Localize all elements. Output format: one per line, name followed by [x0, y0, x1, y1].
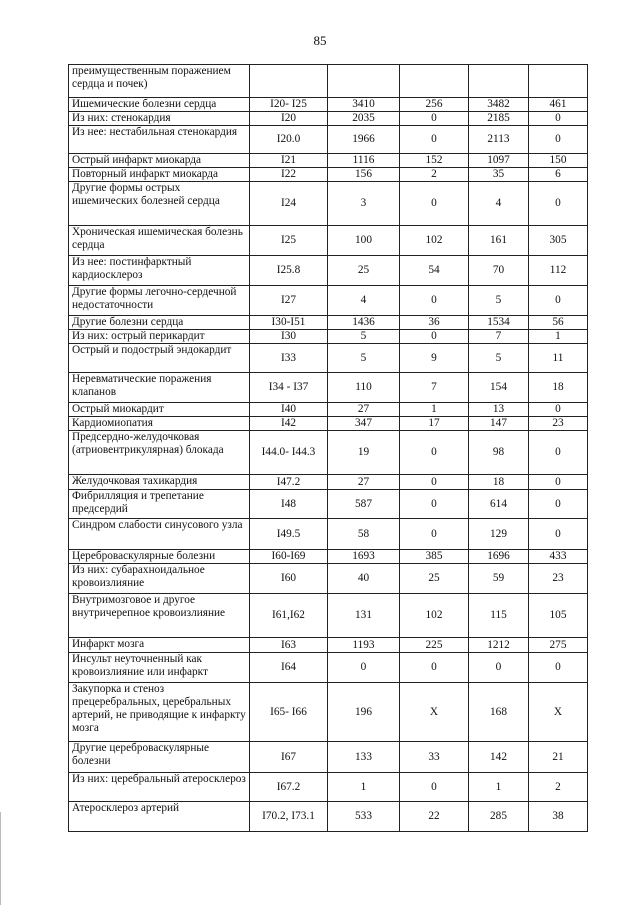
disease-name-cell: Хроническая ишемическая болезнь сердца	[69, 226, 250, 256]
disease-name-cell: Кардиомиопатия	[69, 417, 250, 431]
value-col1-cell: 2035	[328, 112, 400, 126]
value-col2-cell: 0	[400, 773, 469, 802]
disease-name-cell: Желудочковая тахикардия	[69, 475, 250, 490]
disease-name-cell: Другие болезни сердца	[69, 316, 250, 330]
table-row	[69, 550, 588, 564]
value-col1-cell: 19	[328, 431, 400, 475]
table-row	[69, 316, 588, 330]
value-col4-cell: 11	[529, 344, 588, 373]
value-col2-cell: 1	[400, 403, 469, 417]
value-col1-cell: 3	[328, 182, 400, 226]
value-col1-cell: 27	[328, 403, 400, 417]
table-row	[69, 126, 588, 154]
value-col3-cell: 2185	[469, 112, 529, 126]
value-col3-cell: 2113	[469, 126, 529, 154]
table-row	[69, 226, 588, 256]
disease-name-cell: Другие цереброваскулярные болезни	[69, 742, 250, 773]
statistics-table	[68, 64, 588, 832]
icd-code-cell: I27	[250, 286, 328, 316]
value-col3-cell: 1097	[469, 154, 529, 168]
value-col1-cell: 110	[328, 373, 400, 403]
value-col1-cell: 5	[328, 330, 400, 344]
value-col3-cell: 142	[469, 742, 529, 773]
table-row	[69, 286, 588, 316]
icd-code-cell: I20- I25	[250, 98, 328, 112]
value-col4-cell: 0	[529, 490, 588, 519]
icd-code-cell: I64	[250, 653, 328, 683]
value-col3-cell: 5	[469, 286, 529, 316]
value-col4-cell: 461	[529, 98, 588, 112]
value-col3-cell: 115	[469, 594, 529, 638]
value-col2-cell: 0	[400, 182, 469, 226]
value-col3-cell: 35	[469, 168, 529, 182]
icd-code-cell: I60-I69	[250, 550, 328, 564]
value-col1-cell: 27	[328, 475, 400, 490]
value-col4-cell: 433	[529, 550, 588, 564]
value-col4-cell: 0	[529, 475, 588, 490]
value-col3-cell: 13	[469, 403, 529, 417]
value-col4-cell: 23	[529, 417, 588, 431]
value-col4-cell: 0	[529, 182, 588, 226]
value-col1-cell: 40	[328, 564, 400, 594]
value-col1-cell: 156	[328, 168, 400, 182]
table-row	[69, 417, 588, 431]
value-col2-cell: 0	[400, 112, 469, 126]
disease-name-cell: Атеросклероз артерий	[69, 802, 250, 832]
value-col2-cell: 0	[400, 431, 469, 475]
value-col4-cell: 1	[529, 330, 588, 344]
page-number: 85	[313, 33, 327, 48]
icd-code-cell: I48	[250, 490, 328, 519]
value-col2-cell: 7	[400, 373, 469, 403]
value-col1-cell: 58	[328, 519, 400, 550]
disease-name-cell: Острый инфаркт миокарда	[69, 154, 250, 168]
value-col4-cell: 105	[529, 594, 588, 638]
value-col3-cell	[469, 65, 529, 98]
disease-name-cell: Из них: стенокардия	[69, 112, 250, 126]
value-col3-cell: 614	[469, 490, 529, 519]
value-col1-cell: 131	[328, 594, 400, 638]
disease-name-cell: Неревматические поражения клапанов	[69, 373, 250, 403]
icd-code-cell: I47.2	[250, 475, 328, 490]
table-row	[69, 490, 588, 519]
table-row	[69, 802, 588, 832]
value-col2-cell: 0	[400, 653, 469, 683]
value-col3-cell: 1212	[469, 638, 529, 653]
icd-code-cell: I20	[250, 112, 328, 126]
value-col1-cell: 1	[328, 773, 400, 802]
table-row	[69, 344, 588, 373]
value-col1-cell: 25	[328, 256, 400, 286]
table-row	[69, 431, 588, 475]
value-col2-cell: 2	[400, 168, 469, 182]
icd-code-cell: I65- I66	[250, 683, 328, 742]
value-col3-cell: 5	[469, 344, 529, 373]
table-row	[69, 773, 588, 802]
icd-code-cell: I34 - I37	[250, 373, 328, 403]
disease-name-cell: Острый миокардит	[69, 403, 250, 417]
value-col2-cell: 0	[400, 475, 469, 490]
disease-name-cell: Синдром слабости синусового узла	[69, 519, 250, 550]
icd-code-cell: I70.2, I73.1	[250, 802, 328, 832]
value-col1-cell: 587	[328, 490, 400, 519]
disease-name-cell: Фибрилляция и трепетание предсердий	[69, 490, 250, 519]
disease-name-cell: Внутримозговое и другое внутричерепное кровоизлияние	[69, 594, 250, 638]
table-row	[69, 112, 588, 126]
value-col4-cell: 38	[529, 802, 588, 832]
disease-name-cell: Острый и подострый эндокардит	[69, 344, 250, 373]
disease-name-cell: Из нее: нестабильная стенокардия	[69, 126, 250, 154]
value-col4-cell: 305	[529, 226, 588, 256]
value-col2-cell: 102	[400, 226, 469, 256]
value-col1-cell: 1193	[328, 638, 400, 653]
disease-name-cell: преимущественным поражением сердца и почек)	[69, 65, 250, 98]
value-col3-cell: 4	[469, 182, 529, 226]
value-col2-cell: 152	[400, 154, 469, 168]
table-row	[69, 330, 588, 344]
icd-code-cell: I30	[250, 330, 328, 344]
value-col1-cell: 1436	[328, 316, 400, 330]
table-row	[69, 256, 588, 286]
value-col4-cell: 150	[529, 154, 588, 168]
value-col2-cell: 36	[400, 316, 469, 330]
icd-code-cell: I25.8	[250, 256, 328, 286]
value-col1-cell: 0	[328, 653, 400, 683]
icd-code-cell: I33	[250, 344, 328, 373]
disease-name-cell: Инсульт неуточненный как кровоизлияние или инфаркт	[69, 653, 250, 683]
table-row	[69, 182, 588, 226]
icd-code-cell: I44.0- I44.3	[250, 431, 328, 475]
value-col3-cell: 70	[469, 256, 529, 286]
table-row	[69, 373, 588, 403]
value-col4-cell: 275	[529, 638, 588, 653]
value-col3-cell: 154	[469, 373, 529, 403]
value-col1-cell: 196	[328, 683, 400, 742]
value-col4-cell: 0	[529, 431, 588, 475]
disease-name-cell: Из них: церебральный атеросклероз	[69, 773, 250, 802]
icd-code-cell: I30-I51	[250, 316, 328, 330]
disease-name-cell: Другие формы острых ишемических болезней сердца	[69, 182, 250, 226]
value-col4-cell: X	[529, 683, 588, 742]
value-col3-cell: 18	[469, 475, 529, 490]
table-row	[69, 65, 588, 98]
value-col4-cell: 18	[529, 373, 588, 403]
disease-name-cell: Закупорка и стеноз прецеребральных, церебральных артерий, не приводящие к инфаркту мозга	[69, 683, 250, 742]
value-col3-cell: 59	[469, 564, 529, 594]
value-col3-cell: 0	[469, 653, 529, 683]
disease-name-cell: Ишемические болезни сердца	[69, 98, 250, 112]
scan-edge-line	[0, 812, 7, 905]
icd-code-cell	[250, 65, 328, 98]
value-col1-cell: 3410	[328, 98, 400, 112]
value-col2-cell: 256	[400, 98, 469, 112]
disease-name-cell: Повторный инфаркт миокарда	[69, 168, 250, 182]
value-col3-cell: 7	[469, 330, 529, 344]
icd-code-cell: I20.0	[250, 126, 328, 154]
disease-name-cell: Из нее: постинфарктный кардиосклероз	[69, 256, 250, 286]
icd-code-cell: I40	[250, 403, 328, 417]
table-row	[69, 683, 588, 742]
disease-name-cell: Предсердно-желудочковая (атриовентрикулярная) блокада	[69, 431, 250, 475]
value-col3-cell: 1534	[469, 316, 529, 330]
value-col4-cell: 0	[529, 653, 588, 683]
value-col1-cell: 533	[328, 802, 400, 832]
value-col4-cell	[529, 65, 588, 98]
value-col2-cell: 225	[400, 638, 469, 653]
icd-code-cell: I67	[250, 742, 328, 773]
table-row	[69, 168, 588, 182]
value-col3-cell: 3482	[469, 98, 529, 112]
table-row	[69, 475, 588, 490]
icd-code-cell: I63	[250, 638, 328, 653]
value-col1-cell: 100	[328, 226, 400, 256]
table-row	[69, 638, 588, 653]
value-col2-cell: X	[400, 683, 469, 742]
value-col1-cell: 5	[328, 344, 400, 373]
value-col1-cell: 1693	[328, 550, 400, 564]
value-col1-cell: 1116	[328, 154, 400, 168]
value-col4-cell: 56	[529, 316, 588, 330]
disease-name-cell: Цереброваскулярные болезни	[69, 550, 250, 564]
icd-code-cell: I24	[250, 182, 328, 226]
value-col2-cell: 0	[400, 330, 469, 344]
value-col4-cell: 2	[529, 773, 588, 802]
value-col1-cell: 4	[328, 286, 400, 316]
table-row	[69, 519, 588, 550]
value-col3-cell: 98	[469, 431, 529, 475]
value-col1-cell: 133	[328, 742, 400, 773]
icd-code-cell: I49.5	[250, 519, 328, 550]
value-col3-cell: 147	[469, 417, 529, 431]
table-row	[69, 403, 588, 417]
table-row	[69, 98, 588, 112]
value-col2-cell: 0	[400, 519, 469, 550]
table-row	[69, 154, 588, 168]
value-col2-cell: 9	[400, 344, 469, 373]
value-col1-cell: 347	[328, 417, 400, 431]
value-col4-cell: 112	[529, 256, 588, 286]
value-col4-cell: 23	[529, 564, 588, 594]
value-col3-cell: 285	[469, 802, 529, 832]
value-col3-cell: 1	[469, 773, 529, 802]
value-col2-cell: 385	[400, 550, 469, 564]
value-col2-cell: 0	[400, 286, 469, 316]
value-col2-cell: 0	[400, 126, 469, 154]
value-col1-cell	[328, 65, 400, 98]
value-col2-cell: 54	[400, 256, 469, 286]
value-col2-cell: 0	[400, 490, 469, 519]
value-col3-cell: 129	[469, 519, 529, 550]
icd-code-cell: I61,I62	[250, 594, 328, 638]
value-col3-cell: 168	[469, 683, 529, 742]
value-col3-cell: 161	[469, 226, 529, 256]
value-col4-cell: 0	[529, 286, 588, 316]
value-col1-cell: 1966	[328, 126, 400, 154]
icd-code-cell: I67.2	[250, 773, 328, 802]
value-col4-cell: 6	[529, 168, 588, 182]
value-col2-cell: 25	[400, 564, 469, 594]
value-col4-cell: 0	[529, 403, 588, 417]
table-row	[69, 564, 588, 594]
value-col4-cell: 21	[529, 742, 588, 773]
disease-name-cell: Другие формы легочно-сердечной недостаточности	[69, 286, 250, 316]
value-col2-cell	[400, 65, 469, 98]
icd-code-cell: I25	[250, 226, 328, 256]
value-col3-cell: 1696	[469, 550, 529, 564]
disease-name-cell: Из них: острый перикардит	[69, 330, 250, 344]
icd-code-cell: I22	[250, 168, 328, 182]
disease-name-cell: Инфаркт мозга	[69, 638, 250, 653]
value-col2-cell: 17	[400, 417, 469, 431]
table-row	[69, 653, 588, 683]
icd-code-cell: I60	[250, 564, 328, 594]
value-col4-cell: 0	[529, 126, 588, 154]
value-col4-cell: 0	[529, 519, 588, 550]
value-col2-cell: 33	[400, 742, 469, 773]
table-row	[69, 742, 588, 773]
value-col2-cell: 102	[400, 594, 469, 638]
icd-code-cell: I21	[250, 154, 328, 168]
value-col4-cell: 0	[529, 112, 588, 126]
table-row	[69, 594, 588, 638]
disease-name-cell: Из них: субарахноидальное кровоизлияние	[69, 564, 250, 594]
icd-code-cell: I42	[250, 417, 328, 431]
value-col2-cell: 22	[400, 802, 469, 832]
